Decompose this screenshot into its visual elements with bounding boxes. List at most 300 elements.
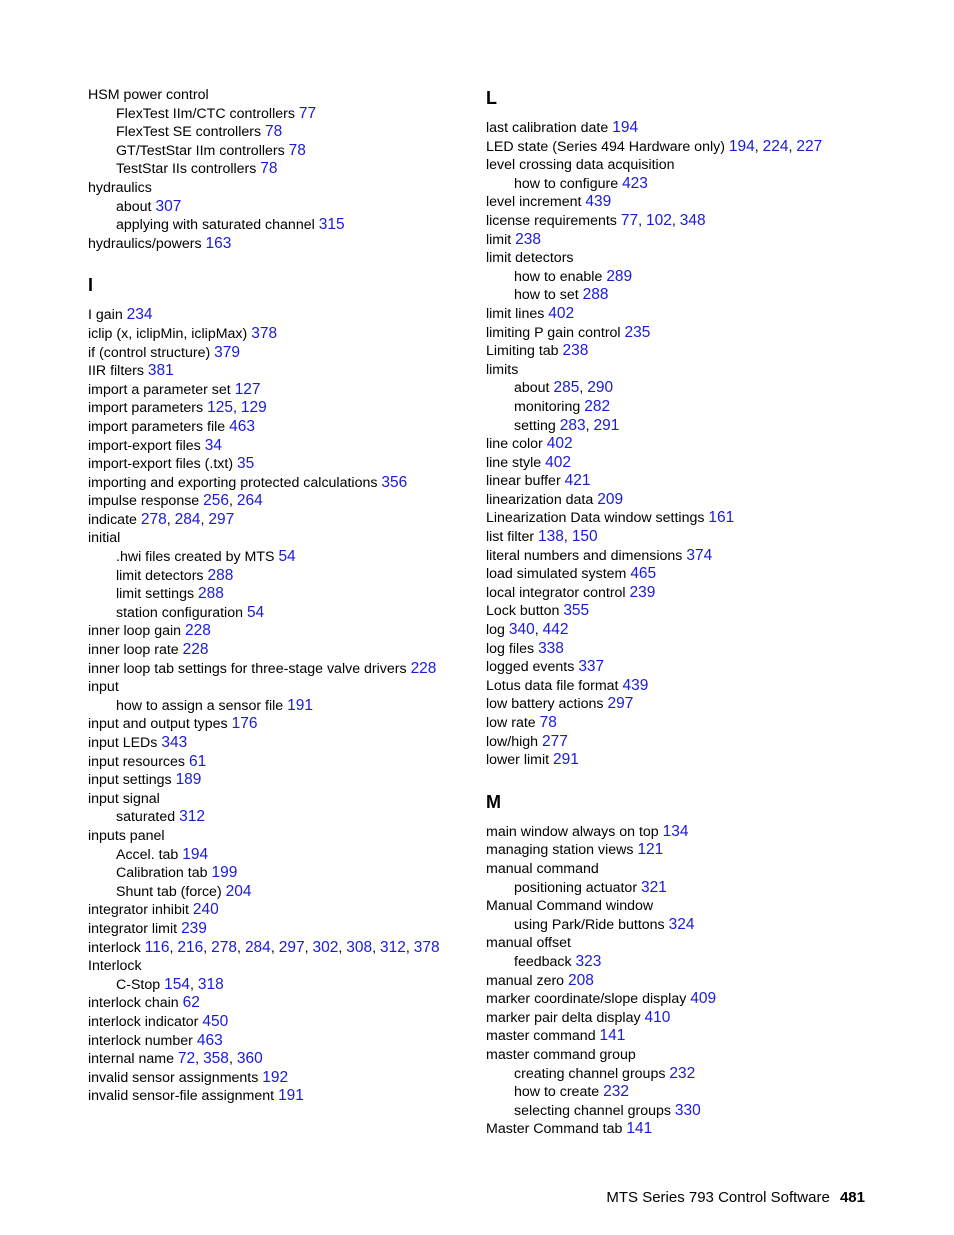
index-entry [88, 920, 468, 939]
page-link[interactable]: 378 [413, 938, 440, 956]
page-references [541, 455, 571, 471]
index-entry [88, 1032, 468, 1051]
index-term: import-export files [88, 437, 201, 454]
page-link[interactable]: 321 [641, 878, 667, 896]
index-term: linear buffer [486, 473, 561, 490]
page-references [564, 973, 594, 989]
page-link[interactable]: 330 [674, 1101, 701, 1119]
index-entry [486, 714, 866, 733]
index-term: linearization data [486, 491, 594, 508]
index-entry [88, 901, 468, 920]
index-subentry [88, 864, 468, 883]
page-link[interactable]: 463 [196, 1031, 223, 1049]
page-link[interactable]: 465 [630, 565, 657, 583]
page-link[interactable]: 291 [593, 416, 620, 434]
page-link[interactable]: 150 [571, 528, 598, 546]
page-references [201, 438, 222, 454]
page-references [561, 473, 591, 489]
index-term: feedback [514, 953, 572, 970]
page-link[interactable]: 312 [179, 808, 205, 826]
page-link[interactable]: 302 [312, 938, 339, 956]
index-subentry [486, 1102, 866, 1121]
page-link[interactable]: 239 [181, 919, 207, 937]
index-entry [88, 660, 468, 679]
page-references [599, 1084, 629, 1100]
page-link[interactable]: 282 [584, 397, 611, 415]
index-entry [486, 324, 866, 343]
page-link[interactable]: 129 [240, 399, 267, 417]
page-link[interactable]: 423 [622, 174, 648, 192]
page-link[interactable]: 315 [318, 216, 345, 234]
index-term: input LEDs [88, 735, 158, 751]
page-references [228, 716, 258, 732]
page-link[interactable]: 442 [542, 621, 569, 639]
index-entry [486, 138, 866, 157]
page-link[interactable]: 194 [612, 119, 639, 136]
index-entry [88, 437, 468, 456]
index-entry [486, 751, 866, 770]
index-entry [88, 1069, 468, 1088]
page-references: 256, 264 [203, 492, 263, 510]
index-term: I gain [88, 307, 123, 324]
page-references [202, 236, 232, 252]
page-references [593, 492, 623, 508]
index-term: inner loop gain [88, 623, 182, 640]
index-entry [486, 156, 866, 175]
page-link[interactable]: 34 [204, 436, 222, 454]
page-link[interactable]: 379 [214, 343, 241, 361]
index-subentry [88, 883, 468, 902]
page-link[interactable]: 199 [211, 864, 238, 882]
page-link[interactable]: 278 [140, 510, 167, 528]
index-term: how to configure [514, 175, 619, 192]
index-entry [88, 179, 468, 198]
page-link[interactable]: 194 [182, 845, 209, 863]
index-column-right [486, 88, 866, 1139]
index-subentry [486, 1065, 866, 1084]
index-entry [486, 695, 866, 714]
page-references [377, 475, 407, 491]
index-term: input settings [88, 772, 172, 789]
page-link[interactable]: 284 [174, 510, 201, 528]
index-subentry [486, 379, 866, 398]
index-entry [88, 1050, 468, 1069]
index-entry [486, 361, 866, 380]
page-references [534, 641, 564, 657]
page-link[interactable]: 318 [197, 975, 224, 993]
page-link[interactable]: 410 [644, 1008, 671, 1026]
page-link[interactable]: 402 [546, 435, 573, 453]
page-link[interactable]: 35 [237, 455, 255, 473]
index-subentry [88, 198, 468, 217]
page-references [274, 549, 295, 565]
index-term: Master Command tab [486, 1121, 623, 1138]
page-references: 138, 150 [538, 528, 598, 546]
page-link[interactable]: 191 [287, 696, 314, 714]
page-link[interactable]: 312 [380, 938, 406, 956]
page-link[interactable]: 134 [662, 822, 689, 840]
page-link[interactable]: 238 [515, 230, 542, 248]
index-term: limit lines [486, 305, 545, 322]
page-references [704, 510, 734, 526]
footer-title: MTS Series 793 Control Software [606, 1189, 830, 1206]
page-link[interactable]: 189 [175, 771, 202, 789]
index-term: .hwi files created by MTS [116, 549, 275, 566]
index-entry [486, 342, 866, 361]
page-link[interactable]: 209 [597, 490, 624, 508]
page-link[interactable]: 78 [265, 123, 283, 141]
page-references [204, 568, 234, 584]
page-references [596, 1028, 626, 1044]
index-term: inner loop tab settings for three-stage valve drivers [88, 660, 407, 677]
page-references [622, 1121, 652, 1137]
page-link[interactable]: 285 [553, 379, 580, 397]
page-link[interactable]: 439 [585, 193, 612, 211]
index-term: iclip (x, iclipMin, iclipMax) [88, 325, 248, 342]
index-column-left [88, 86, 468, 1106]
index-entry [486, 212, 866, 231]
index-entry [88, 939, 468, 958]
page-link[interactable]: 116 [144, 938, 170, 956]
page-references [581, 194, 611, 210]
page-link[interactable]: 192 [262, 1068, 289, 1086]
page-link[interactable]: 291 [553, 751, 579, 769]
index-entry [88, 771, 468, 790]
index-entry [486, 305, 866, 324]
index-subentry [486, 916, 866, 935]
index-term: hydraulics [88, 179, 152, 196]
index-term: TestStar IIs controllers [116, 161, 257, 178]
page-link[interactable]: 154 [164, 975, 190, 993]
page-link[interactable]: 343 [161, 734, 188, 751]
page-references [659, 824, 689, 840]
index-term: master command [486, 1028, 596, 1045]
index-term: monitoring [514, 398, 581, 415]
index-term: how to create [514, 1084, 600, 1101]
index-term: setting [514, 417, 556, 434]
index-entry [486, 841, 866, 860]
index-entry [88, 734, 468, 753]
page-link[interactable]: 278 [211, 938, 238, 956]
page-link[interactable]: 78 [288, 141, 306, 159]
page-link[interactable]: 62 [182, 994, 200, 1012]
index-term: C-Stop [116, 976, 161, 993]
page-link[interactable]: 216 [177, 938, 204, 956]
page-references [604, 696, 634, 712]
page-references [233, 456, 254, 472]
page-link[interactable]: 61 [188, 752, 207, 770]
index-term: import-export files (.txt) [88, 456, 234, 473]
page-link[interactable]: 288 [207, 566, 234, 584]
page-references [315, 217, 345, 233]
page-link[interactable]: 374 [686, 546, 713, 564]
index-entry [486, 897, 866, 916]
index-entry [88, 678, 468, 697]
page-link[interactable]: 235 [624, 323, 651, 341]
page-link[interactable]: 239 [629, 583, 656, 601]
page-link[interactable]: 307 [155, 197, 182, 215]
index-entry [486, 823, 866, 842]
page-link[interactable]: 283 [559, 416, 586, 434]
index-entry [486, 733, 866, 752]
index-entry [88, 474, 468, 493]
page-references [198, 1014, 228, 1030]
page-link[interactable]: 232 [603, 1083, 630, 1101]
index-term: input signal [88, 790, 160, 807]
index-term: limit [486, 231, 512, 248]
index-entry [486, 1027, 866, 1046]
index-term: level crossing data acquisition [486, 157, 675, 174]
page-references [258, 1070, 288, 1086]
index-entry [88, 715, 468, 734]
page-link[interactable]: 224 [762, 137, 789, 155]
page-link[interactable]: 54 [246, 603, 265, 621]
page-link[interactable]: 191 [278, 1087, 304, 1105]
index-entry [486, 990, 866, 1009]
page-link[interactable]: 238 [562, 342, 589, 360]
index-entry [486, 640, 866, 659]
index-term: integrator inhibit [88, 902, 189, 919]
page-link[interactable]: 338 [538, 639, 564, 657]
index-term: impulse response [88, 493, 200, 510]
page-link[interactable]: 348 [679, 211, 706, 229]
index-term: Linearization Data window settings [486, 510, 705, 527]
page-link[interactable]: 288 [582, 286, 609, 304]
page-link[interactable]: 340 [508, 621, 535, 639]
index-term: inner loop rate [88, 642, 179, 659]
index-subentry [486, 1083, 866, 1102]
page-link[interactable]: 409 [690, 990, 717, 1008]
page-link[interactable]: 358 [203, 1050, 229, 1068]
index-entry [88, 753, 468, 772]
index-term: log files [486, 640, 535, 657]
page-link[interactable]: 54 [278, 548, 296, 566]
page-link[interactable]: 234 [126, 306, 153, 324]
index-term: LED state (Series 494 Hardware only) [486, 138, 725, 155]
index-term: Limiting tab [486, 343, 559, 360]
page-link[interactable]: 402 [545, 453, 572, 471]
index-term: line style [486, 454, 542, 471]
page-references [641, 1010, 671, 1026]
index-term: log [486, 622, 505, 639]
page-references [225, 419, 255, 435]
page-link[interactable]: 232 [669, 1064, 696, 1082]
page-link[interactable]: 264 [236, 492, 263, 510]
page-link[interactable]: 378 [251, 324, 278, 342]
page-references [185, 754, 206, 770]
index-term: level increment [486, 194, 582, 211]
page-link[interactable]: 77 [620, 211, 639, 229]
page-references: 116, 216, 278, 284, 297, 302, 308, 312, 378 [144, 938, 440, 956]
page-link[interactable]: 125 [207, 399, 233, 417]
page-references [231, 382, 261, 398]
page-references [179, 642, 209, 658]
page-link[interactable]: 463 [229, 417, 256, 435]
index-term: input and output types [88, 716, 228, 733]
page-link[interactable]: 421 [564, 472, 591, 490]
page-link[interactable]: 290 [587, 379, 614, 397]
page-link[interactable]: 194 [728, 137, 755, 155]
index-entry [486, 658, 866, 677]
index-entry [486, 249, 866, 268]
page-link[interactable]: 297 [208, 510, 235, 528]
index-subentry [88, 216, 468, 235]
page-references: 283, 291 [559, 416, 620, 434]
page-references: 278, 284, 297 [140, 510, 235, 528]
index-entry [88, 994, 468, 1013]
page-footer [606, 1189, 865, 1206]
page-link[interactable]: 127 [234, 380, 261, 398]
page-references [274, 1088, 304, 1104]
index-term: inputs panel [88, 827, 165, 844]
index-entry [88, 399, 468, 418]
index-term: internal name [88, 1051, 174, 1068]
index-term: FlexTest SE controllers [116, 124, 262, 141]
index-term: creating channel groups [514, 1065, 666, 1082]
page-link[interactable]: 240 [192, 901, 219, 919]
page-references [671, 1103, 701, 1119]
index-term: limit detectors [486, 250, 574, 267]
index-term: import a parameter set [88, 381, 231, 398]
page-link[interactable]: 297 [607, 695, 634, 713]
index-subentry [88, 160, 468, 179]
page-references [559, 603, 589, 619]
page-link[interactable]: 356 [381, 473, 408, 491]
index-term: how to set [514, 287, 579, 304]
page-references [626, 585, 656, 601]
page-link[interactable]: 284 [244, 938, 271, 956]
page-references [123, 307, 153, 323]
page-references: 72, 358, 360 [177, 1050, 263, 1068]
page-references [157, 735, 187, 751]
page-references [686, 991, 716, 1007]
index-entry [88, 325, 468, 344]
index-subentry [88, 567, 468, 586]
index-term: Lotus data file format [486, 677, 619, 694]
index-term: integrator limit [88, 920, 178, 937]
page-link[interactable]: 72 [177, 1050, 196, 1068]
index-subentry [88, 846, 468, 865]
page-link[interactable]: 228 [410, 659, 437, 677]
page-references: 77, 102, 348 [620, 211, 706, 229]
page-references [572, 954, 602, 970]
index-entry [486, 602, 866, 621]
page-link[interactable]: 337 [578, 658, 605, 676]
index-entry [88, 381, 468, 400]
page-references: 154, 318 [164, 975, 224, 993]
index-term: import parameters file [88, 418, 226, 435]
index-entry [88, 511, 468, 530]
page-link[interactable]: 256 [203, 492, 230, 510]
index-entry [486, 231, 866, 250]
page-link[interactable]: 228 [182, 641, 209, 659]
index-subentry [486, 953, 866, 972]
index-entry [88, 957, 468, 976]
page-references [602, 269, 632, 285]
index-term: using Park/Ride buttons [514, 916, 665, 933]
index-term: limit settings [116, 586, 195, 603]
page-references [608, 120, 638, 136]
page-link[interactable]: 204 [225, 882, 252, 900]
index-term: how to assign a sensor file [116, 697, 284, 714]
page-link[interactable]: 288 [198, 585, 224, 603]
index-entry [88, 622, 468, 641]
page-references [621, 325, 651, 341]
page-link[interactable]: 208 [568, 971, 594, 989]
index-entry [486, 435, 866, 454]
index-term: positioning actuator [514, 879, 638, 896]
index-entry [88, 529, 468, 548]
index-entry [88, 86, 468, 105]
index-term: logged events [486, 659, 575, 676]
page-link[interactable]: 297 [278, 938, 305, 956]
index-term: marker coordinate/slope display [486, 991, 687, 1008]
page-link[interactable]: 402 [548, 304, 575, 322]
page-link[interactable]: 439 [622, 676, 649, 694]
page-link[interactable]: 161 [708, 509, 735, 527]
page-link[interactable]: 141 [599, 1027, 626, 1045]
page-references [665, 917, 695, 933]
page-link[interactable]: 176 [231, 715, 258, 733]
page-references [574, 659, 604, 675]
index-term: import parameters [88, 400, 204, 417]
page-link[interactable]: 102 [646, 211, 672, 229]
index-term: HSM power control [88, 87, 209, 103]
index-term: station configuration [116, 604, 243, 621]
page-link[interactable]: 381 [147, 362, 174, 380]
index-term: invalid sensor assignments [88, 1069, 259, 1086]
page-link[interactable]: 355 [563, 602, 590, 620]
page-link[interactable]: 324 [668, 915, 695, 933]
page-link[interactable]: 141 [626, 1120, 653, 1138]
index-term: if (control structure) [88, 344, 211, 361]
index-term: main window always on top [486, 823, 659, 840]
index-term: lower limit [486, 752, 550, 769]
page-link[interactable]: 308 [346, 938, 373, 956]
page-references [172, 772, 202, 788]
index-term: Accel. tab [116, 846, 179, 863]
page-link[interactable]: 450 [202, 1012, 229, 1030]
page-link[interactable]: 163 [205, 234, 232, 252]
index-entry [88, 362, 468, 381]
page-link[interactable]: 138 [538, 528, 564, 546]
index-entry [88, 1087, 468, 1106]
page-references [538, 734, 568, 750]
page-link[interactable]: 78 [539, 714, 557, 731]
page-link[interactable]: 323 [575, 952, 602, 970]
index-term: manual command [486, 860, 599, 877]
index-subentry [486, 398, 866, 417]
page-link[interactable]: 277 [542, 732, 568, 750]
page-references [256, 161, 277, 177]
page-link[interactable]: 227 [796, 137, 823, 155]
page-link[interactable]: 228 [185, 622, 211, 640]
page-references [633, 842, 663, 858]
page-link[interactable]: 289 [606, 267, 633, 285]
page-link[interactable]: 360 [236, 1050, 263, 1068]
index-entry [486, 509, 866, 528]
page-link[interactable]: 78 [260, 160, 278, 178]
page-link[interactable]: 77 [298, 104, 317, 122]
page-references [511, 232, 541, 248]
page-link[interactable]: 121 [637, 841, 664, 859]
index-subentry [88, 976, 468, 995]
page-references [243, 605, 264, 621]
page-references [193, 1033, 223, 1049]
index-term: GT/TestStar IIm controllers [116, 142, 285, 159]
index-term: interlock [88, 939, 141, 956]
index-entry [88, 306, 468, 325]
